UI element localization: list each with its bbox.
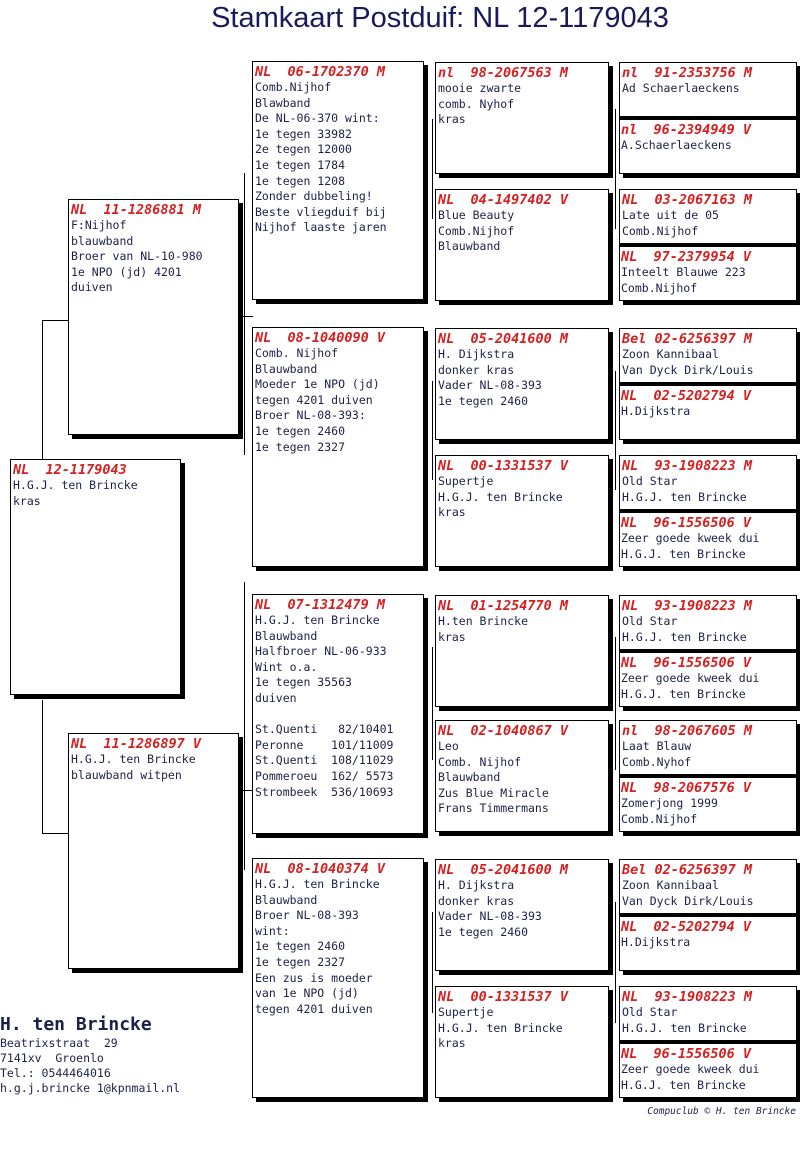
sire-card-details: F:Nijhof blauwband Broer van NL-10-980 1e NPO (jd) 4201 duiven <box>71 218 203 295</box>
owner-address: Beatrixstraat 29 <box>0 1036 118 1050</box>
sire-card-ring-number: NL 11-1286881 M <box>71 202 202 218</box>
connector-line <box>42 320 70 321</box>
ancestor-pair-4-dam-ring-number: NL 96-1556506 V <box>621 515 752 531</box>
great-grandparent-card-2-details: Blue Beauty Comb.Nijhof Blauwband <box>438 208 515 254</box>
footer-credit: Compuclub © H. ten Brincke <box>647 1106 796 1117</box>
subject-pigeon-card <box>10 459 181 695</box>
ancestor-pair-7-dam <box>619 916 797 971</box>
dam-card-details: H.G.J. ten Brincke blauwband witpen <box>71 752 196 782</box>
ancestor-pair-8-sire-details: Old Star H.G.J. ten Brincke <box>622 1005 747 1035</box>
ancestor-pair-8-dam <box>619 1043 797 1098</box>
ancestor-pair-4-dam <box>619 512 797 567</box>
ancestor-pair-2-sire-ring-number: NL 03-2067163 M <box>622 192 753 208</box>
great-grandparent-card-5 <box>435 595 609 707</box>
connector-line <box>237 790 253 791</box>
sire-card <box>68 199 239 435</box>
ancestor-pair-8-dam-details: Zeer goede kweek dui H.G.J. ten Brincke <box>621 1062 760 1092</box>
page-title: Stamkaart Postduif: NL 12-1179043 <box>211 2 669 34</box>
ancestor-pair-6-dam-details: Zomerjong 1999 Comb.Nijhof <box>621 796 718 826</box>
connector-line <box>615 109 616 229</box>
owner-phone: Tel.: 0544464016 <box>0 1066 111 1080</box>
owner-email: h.g.j.brincke 1@kpnmail.nl <box>0 1081 181 1095</box>
ancestor-pair-1-sire <box>619 62 797 174</box>
connector-line <box>615 637 616 770</box>
ancestor-pair-3-sire-ring-number: Bel 02-6256397 M <box>622 331 753 347</box>
ancestor-pair-1-sire-details: Ad Schaerlaeckens <box>622 81 740 95</box>
great-grandparent-card-6-details: Leo Comb. Nijhof Blauwband Zus Blue Miracle Frans Timmermans <box>438 739 549 816</box>
ancestor-pair-2-dam-details: Inteelt Blauwe 223 Comb.Nijhof <box>621 265 746 295</box>
great-grandparent-card-1-details: mooie zwarte comb. Nyhof kras <box>438 81 522 127</box>
connector-line <box>244 582 245 870</box>
ancestor-pair-6-sire-details: Laat Blauw Comb.Nyhof <box>622 739 692 769</box>
connector-line <box>237 316 253 317</box>
ancestor-pair-7-dam-details: H.Dijkstra <box>621 935 691 949</box>
owner-name: H. ten Brincke <box>0 1014 152 1035</box>
ancestor-pair-4-sire-details: Old Star H.G.J. ten Brincke <box>622 474 747 504</box>
connector-line <box>244 173 245 455</box>
grandparent-card-4-ring-number: NL 08-1040374 V <box>255 861 386 877</box>
great-grandparent-card-6-ring-number: NL 02-1040867 V <box>438 723 569 739</box>
ancestor-pair-7-sire-details: Zoon Kannibaal Van Dyck Dirk/Louis <box>622 878 754 908</box>
ancestor-pair-6-sire <box>619 720 797 832</box>
great-grandparent-card-8-ring-number: NL 00-1331537 V <box>438 989 569 1005</box>
ancestor-pair-6-dam-ring-number: NL 98-2067576 V <box>621 780 752 796</box>
ancestor-pair-4-sire-ring-number: NL 93-1908223 M <box>622 458 753 474</box>
great-grandparent-card-1-ring-number: nl 98-2067563 M <box>438 65 569 81</box>
great-grandparent-card-1 <box>435 62 609 174</box>
great-grandparent-card-3 <box>435 328 609 440</box>
ancestor-pair-5-sire <box>619 595 797 707</box>
ancestor-pair-5-dam-details: Zeer goede kweek dui H.G.J. ten Brincke <box>621 671 760 701</box>
connector-line <box>42 833 70 834</box>
ancestor-pair-3-dam-details: H.Dijkstra <box>621 404 691 418</box>
great-grandparent-card-6 <box>435 720 609 832</box>
great-grandparent-card-8 <box>435 986 609 1098</box>
grandparent-card-3-ring-number: NL 07-1312479 M <box>255 597 386 613</box>
great-grandparent-card-7-details: H. Dijkstra donker kras Vader NL-08-393 1e tegen 2460 <box>438 878 542 939</box>
dam-card <box>68 733 239 969</box>
ancestor-pair-5-sire-details: Old Star H.G.J. ten Brincke <box>622 614 747 644</box>
ancestor-pair-3-sire <box>619 328 797 440</box>
ancestor-pair-3-dam-ring-number: NL 02-5202794 V <box>621 388 752 404</box>
subject-pigeon-card-details: H.G.J. ten Brincke kras <box>13 478 138 508</box>
grandparent-card-3-details: H.G.J. ten Brincke Blauwband Halfbroer NL-06-933 Wint o.a. 1e tegen 35563 duiven St.Quenti 82/10401 Peronne 101/11009 St.Quenti 108/11029 Pommeroeu 162/ 5573 Strombeek 536/10693 <box>255 613 394 799</box>
ancestor-pair-7-dam-ring-number: NL 02-5202794 V <box>621 919 752 935</box>
grandparent-card-1 <box>252 61 424 300</box>
owner-city: 7141xv Groenlo <box>0 1051 104 1065</box>
ancestor-pair-4-dam-details: Zeer goede kweek dui H.G.J. ten Brincke <box>621 531 760 561</box>
ancestor-pair-5-sire-ring-number: NL 93-1908223 M <box>622 598 753 614</box>
grandparent-card-1-details: Comb.Nijhof Blawband De NL-06-370 wint: 1e tegen 33982 2e tegen 12000 1e tegen 1784 1e tegen 1208 Zonder dubbeling! Beste vliegduif bij Nijhof laaste jaren <box>255 80 387 235</box>
great-grandparent-card-4 <box>435 455 609 567</box>
ancestor-pair-1-dam <box>619 119 797 174</box>
connector-line <box>615 371 616 490</box>
owner-block <box>0 1014 180 1096</box>
connector-line <box>432 381 433 480</box>
grandparent-card-1-ring-number: NL 06-1702370 M <box>255 64 386 80</box>
ancestor-pair-1-dam-ring-number: nl 96-2394949 V <box>621 122 752 138</box>
ancestor-pair-5-dam-ring-number: NL 96-1556506 V <box>621 655 752 671</box>
great-grandparent-card-7 <box>435 859 609 971</box>
connector-line <box>432 119 433 219</box>
ancestor-pair-2-sire-details: Late uit de 05 Comb.Nijhof <box>622 208 719 238</box>
great-grandparent-card-7-ring-number: NL 05-2041600 M <box>438 862 569 878</box>
ancestor-pair-3-sire-details: Zoon Kannibaal Van Dyck Dirk/Louis <box>622 347 754 377</box>
grandparent-card-2 <box>252 327 424 567</box>
ancestor-pair-8-sire-ring-number: NL 93-1908223 M <box>622 989 753 1005</box>
ancestor-pair-7-sire <box>619 859 797 971</box>
great-grandparent-card-5-details: H.ten Brincke kras <box>438 614 529 644</box>
ancestor-pair-8-dam-ring-number: NL 96-1556506 V <box>621 1046 752 1062</box>
grandparent-card-4-details: H.G.J. ten Brincke Blauwband Broer NL-08-393 wint: 1e tegen 2460 1e tegen 2327 Een zus is moeder van 1e NPO (jd) tegen 4201 duiven <box>255 877 380 1016</box>
ancestor-pair-4-sire <box>619 455 797 567</box>
ancestor-pair-1-sire-ring-number: nl 91-2353756 M <box>622 65 753 81</box>
connector-line <box>432 912 433 1013</box>
ancestor-pair-6-dam <box>619 777 797 832</box>
great-grandparent-card-2-ring-number: NL 04-1497402 V <box>438 192 569 208</box>
ancestor-pair-7-sire-ring-number: Bel 02-6256397 M <box>622 862 753 878</box>
ancestor-pair-3-dam <box>619 385 797 440</box>
grandparent-card-2-ring-number: NL 08-1040090 V <box>255 330 386 346</box>
connector-line <box>42 700 43 833</box>
ancestor-pair-5-dam <box>619 652 797 707</box>
great-grandparent-card-8-details: Supertje H.G.J. ten Brincke kras <box>438 1005 563 1051</box>
grandparent-card-4 <box>252 858 424 1098</box>
great-grandparent-card-3-ring-number: NL 05-2041600 M <box>438 331 569 347</box>
ancestor-pair-2-dam <box>619 246 797 301</box>
grandparent-card-3 <box>252 594 424 834</box>
connector-line <box>42 320 43 460</box>
ancestor-pair-2-sire <box>619 189 797 301</box>
great-grandparent-card-3-details: H. Dijkstra donker kras Vader NL-08-393 1e tegen 2460 <box>438 347 542 408</box>
connector-line <box>615 902 616 1023</box>
dam-card-ring-number: NL 11-1286897 V <box>71 736 202 752</box>
great-grandparent-card-5-ring-number: NL 01-1254770 M <box>438 598 569 614</box>
great-grandparent-card-4-ring-number: NL 00-1331537 V <box>438 458 569 474</box>
ancestor-pair-8-sire <box>619 986 797 1098</box>
subject-pigeon-card-ring-number: NL 12-1179043 <box>13 462 127 478</box>
grandparent-card-2-details: Comb. Nijhof Blauwband Moeder 1e NPO (jd) tegen 4201 duiven Broer NL-08-393: 1e tegen 2460 1e tegen 2327 <box>255 346 380 454</box>
ancestor-pair-2-dam-ring-number: NL 97-2379954 V <box>621 249 752 265</box>
ancestor-pair-6-sire-ring-number: nl 98-2067605 M <box>622 723 753 739</box>
great-grandparent-card-4-details: Supertje H.G.J. ten Brincke kras <box>438 474 563 520</box>
ancestor-pair-1-dam-details: A.Schaerlaeckens <box>621 138 732 152</box>
great-grandparent-card-2 <box>435 189 609 301</box>
connector-line <box>432 647 433 760</box>
